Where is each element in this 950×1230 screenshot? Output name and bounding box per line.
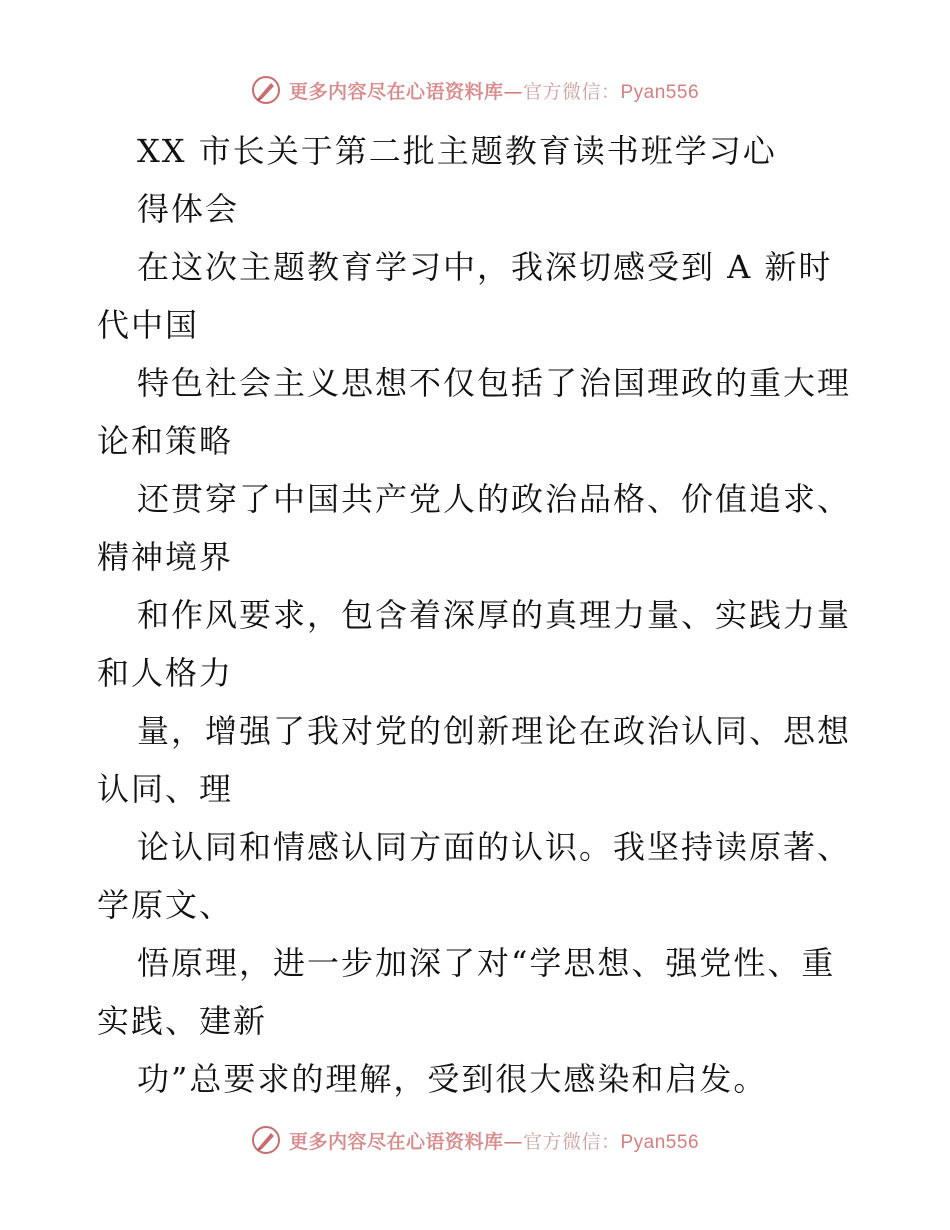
banner-separator: — xyxy=(503,1130,523,1153)
doc-line: 论和策略 xyxy=(97,422,234,460)
wechat-label: 官方微信： xyxy=(522,80,621,103)
doc-line: 和人格力 xyxy=(97,654,234,692)
wechat-id: Pyan556 xyxy=(620,81,700,103)
wechat-id: Pyan556 xyxy=(620,1131,700,1153)
doc-line: 论认同和情感认同方面的认识。我坚持读原著、 xyxy=(137,828,852,866)
doc-line: 量，增强了我对党的创新理论在政治认同、思想 xyxy=(137,712,852,750)
doc-line: 和作风要求，包含着深厚的真理力量、实践力量 xyxy=(137,596,852,634)
quill-pen-logo-icon xyxy=(251,75,281,105)
doc-line: 悟原理，进一步加深了对“学思想、强党性、重 xyxy=(137,944,836,982)
quill-pen-logo-icon xyxy=(251,1125,281,1155)
footer-banner xyxy=(0,1120,950,1160)
doc-line: 得体会 xyxy=(137,190,240,228)
doc-line: XX 市长关于第二批主题教育读书班学习心 xyxy=(137,132,777,170)
banner-text xyxy=(289,77,699,104)
banner-title: 更多内容尽在心语资料库 xyxy=(288,1130,504,1153)
doc-line: 精神境界 xyxy=(97,538,234,576)
banner-title: 更多内容尽在心语资料库 xyxy=(288,80,504,103)
doc-line: 认同、理 xyxy=(97,770,234,808)
doc-line: 还贯穿了中国共产党人的政治品格、价值追求、 xyxy=(137,480,852,518)
banner-separator: — xyxy=(503,80,523,103)
doc-line: 在这次主题教育学习中，我深切感受到 A 新时 xyxy=(137,248,833,286)
doc-line: 特色社会主义思想不仅包括了治国理政的重大理 xyxy=(137,364,852,402)
doc-line: 功”总要求的理解，受到很大感染和启发。 xyxy=(137,1060,768,1098)
wechat-label: 官方微信： xyxy=(522,1130,621,1153)
doc-line: 实践、建新 xyxy=(97,1002,268,1040)
document-body xyxy=(97,122,867,1108)
header-banner xyxy=(0,70,950,110)
doc-line: 代中国 xyxy=(97,306,200,344)
doc-line: 学原文、 xyxy=(97,886,234,924)
banner-text xyxy=(289,1127,699,1154)
